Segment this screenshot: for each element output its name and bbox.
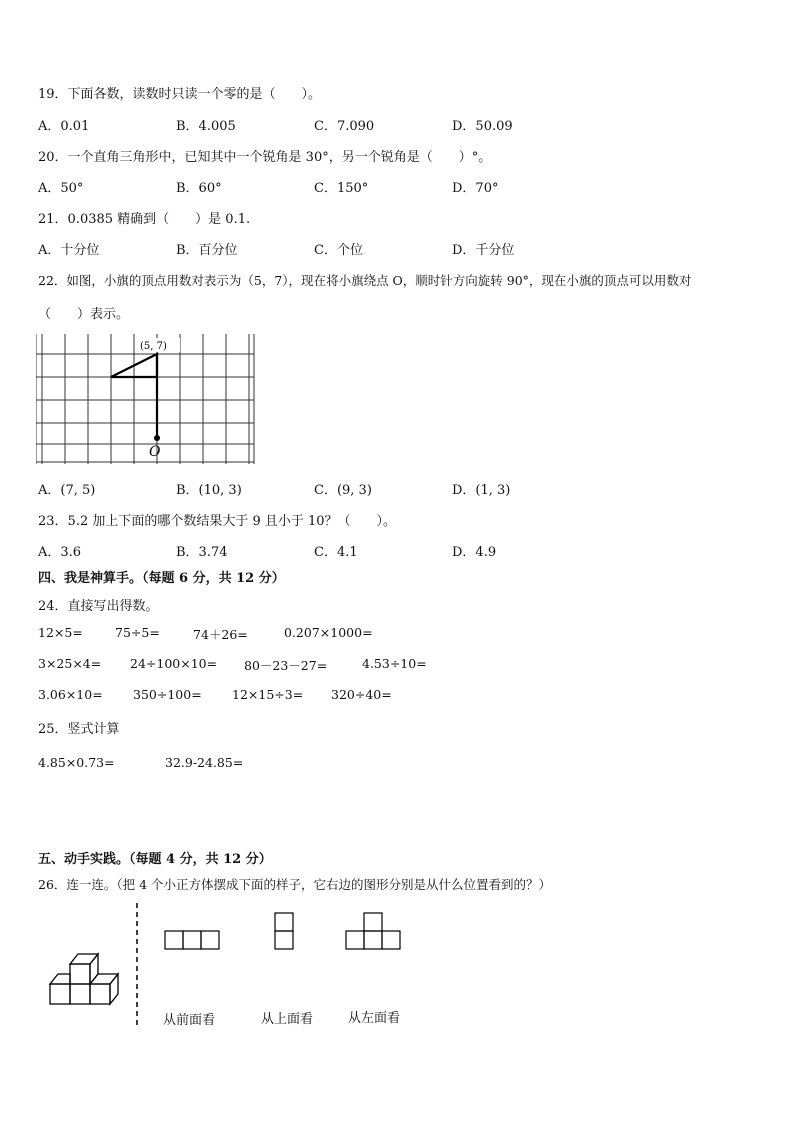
q19-option-d: D．50.09 (452, 119, 513, 134)
q24-item: 75÷5= (115, 625, 160, 640)
q21-option-a: A．十分位 (38, 243, 100, 258)
view-label-left: 从左面看 (348, 1011, 401, 1026)
q26-stem: 26．连一连。（把 4 个小正方体摆成下面的样子，它右边的图形分别是从什么位置看到的？） (38, 877, 552, 892)
view-label-top: 从上面看 (261, 1012, 314, 1027)
q24-item: 80－23－27= (244, 658, 328, 673)
q24-item: 12×5= (38, 625, 83, 640)
q20-option-a: A．50° (38, 181, 84, 196)
q24-item: 3×25×4= (38, 656, 102, 671)
q22-stem-line2: （ ）表示。 (38, 307, 130, 322)
view-shape-t-shape (344, 911, 404, 951)
origin-label: O (149, 444, 161, 460)
q20-option-c: C．150° (314, 181, 369, 196)
q21-option-d: D．千分位 (452, 243, 515, 258)
q22-option-b: B．(10, 3) (176, 483, 242, 498)
divider-line (134, 903, 140, 1025)
q24-item: 4.53÷10= (362, 656, 427, 671)
q19-stem: 19．下面各数，读数时只读一个零的是（ ）。 (38, 87, 322, 102)
q22-option-d: D．(1, 3) (452, 483, 511, 498)
q24-item: 24÷100×10= (130, 656, 218, 671)
grid (36, 334, 254, 464)
q20-option-b: B．60° (176, 181, 222, 196)
q24-item: 350÷100= (133, 687, 202, 702)
q23-option-c: C．4.1 (314, 545, 358, 560)
q21-option-b: B．百分位 (176, 243, 238, 258)
q19-option-c: C．7.090 (314, 119, 375, 134)
q21-option-c: C．个位 (314, 243, 363, 258)
q22-stem-line1: 22．如图，小旗的顶点用数对表示为（5，7），现在将小旗绕点 O，顺时针方向旋转 90°，现在小旗的顶点可以用数对 (38, 273, 692, 288)
vertex-label: (5, 7) (140, 341, 167, 352)
q24-stem: 24．直接写出得数。 (38, 599, 159, 614)
q24-item: 320÷40= (331, 687, 392, 702)
view-shape-three-in-row (164, 929, 224, 951)
q24-item: 12×15÷3= (232, 687, 304, 702)
q25-item: 32.9-24.85= (165, 755, 244, 770)
q24-item: 74＋26= (193, 627, 248, 642)
q24-item: 0.207×1000= (284, 625, 373, 640)
q22-option-a: A．(7, 5) (38, 483, 96, 498)
q20-stem: 20．一个直角三角形中，已知其中一个锐角是 30°，另一个锐角是（ ）°。 (38, 150, 492, 165)
q19-option-a: A．0.01 (38, 119, 90, 134)
view-label-front: 从前面看 (163, 1013, 216, 1028)
section5-heading: 五、动手实践。（每题 4 分，共 12 分） (38, 852, 272, 867)
q23-option-b: B．3.74 (176, 545, 228, 560)
q23-option-a: A．3.6 (38, 545, 82, 560)
q20-option-d: D．70° (452, 181, 499, 196)
q19-option-b: B．4.005 (176, 119, 236, 134)
q23-option-d: D．4.9 (452, 545, 497, 560)
q21-stem: 21．0.0385 精确到（ ）是 0.1. (38, 212, 251, 227)
q25-item: 4.85×0.73= (38, 755, 115, 770)
flag-grid-figure (36, 334, 262, 468)
view-shape-two-stacked (273, 911, 297, 951)
q25-stem: 25．竖式计算 (38, 722, 120, 737)
q24-item: 3.06×10= (38, 687, 103, 702)
cube-stack-figure (40, 944, 130, 1014)
q22-option-c: C．(9, 3) (314, 483, 372, 498)
q23-stem: 23．5.2 加上下面的哪个数结果大于 9 且小于 10？（ ）。 (38, 514, 397, 529)
section4-heading: 四、我是神算手。（每题 6 分，共 12 分） (38, 571, 285, 586)
origin-point (154, 435, 160, 441)
